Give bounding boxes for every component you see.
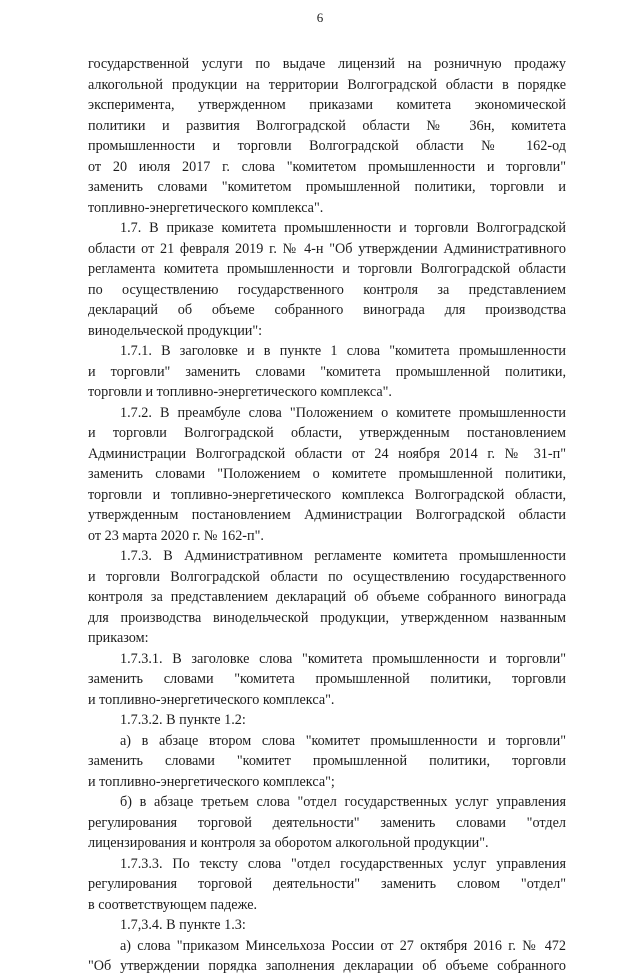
text-line: политики и развития Волгоградской области № 36н, комитета [88, 117, 566, 134]
text-line: заменить словами "комитет промышленной политики, торговли [88, 753, 566, 769]
text-line: регламента комитета промышленности и торговли Волгоградской области [88, 261, 566, 277]
text-line: торговли и топливно-энергетического комплекса". [88, 384, 392, 400]
text-line: 1.7.3. В Административном регламенте комитета промышленности [120, 548, 566, 564]
text-line: винодельческой продукции": [88, 322, 263, 339]
text-line: Администрации Волгоградской области от 24 ноября 2014 г. № 31-п" [88, 445, 566, 462]
text-line: заменить словами "комитетом промышленной политики, торговли и [88, 179, 566, 195]
text-line: 1.7,3.4. В пункте 1.3: [120, 917, 246, 933]
text-line: приказом: [88, 630, 149, 646]
text-line: и торговли Волгоградской области, утвержденным постановлением [88, 425, 566, 441]
text-line: промышленности и торговли Волгоградской области № 162-од [88, 138, 566, 154]
text-line: б) в абзаце третьем слова "отдел государственных услуг управления [120, 794, 566, 810]
text-line: регулирования торговой деятельности" заменить словом "отдел" [88, 876, 566, 892]
text-line: заменить словами "комитета промышленной политики, торговли [88, 671, 566, 687]
text-line: и торговли" заменить словами "комитета промышленной политики, [88, 363, 566, 380]
document-body [88, 54, 566, 977]
text-line: для производства винодельческой продукции, утвержденном названным [88, 609, 566, 626]
text-line: государственной услуги по выдаче лицензий на розничную продажу [88, 56, 566, 72]
text-line: 1.7.3.3. По тексту слова "отдел государственных услуг управления [120, 855, 566, 872]
text-line: "Об утверждении порядка заполнения декларации об объеме собранного [88, 958, 566, 974]
page-number: 6 [316, 10, 324, 25]
text-line: утвержденным постановлением Администрации Волгоградской области [88, 507, 566, 523]
text-line: от 23 марта 2020 г. № 162-п". [88, 527, 264, 544]
text-line: алкогольной продукции на территории Волгоградской области в порядке [88, 76, 566, 93]
text-line: топливно-энергетического комплекса". [88, 199, 324, 216]
text-line: и топливно-энергетического комплекса"; [88, 773, 335, 790]
text-line: в соответствующем падеже. [88, 896, 258, 913]
text-line: по осуществлению государственного контроля за представлением [88, 281, 566, 298]
text-line: заменить словами "Положением о комитете промышленной политики, [88, 466, 566, 482]
text-line: 1.7.3.1. В заголовке слова "комитета промышленности и торговли" [120, 650, 566, 667]
text-line: эксперимента, утвержденном приказами комитета экономической [88, 97, 566, 113]
text-line: от 20 июля 2017 г. слова "комитетом промышленности и торговли" [88, 158, 566, 175]
text-line: 1.7. В приказе комитета промышленности и торговли Волгоградской [120, 220, 566, 236]
text-line: 1.7.1. В заголовке и в пункте 1 слова "комитета промышленности [120, 343, 566, 359]
text-line: а) в абзаце втором слова "комитет промышленности и торговли" [120, 732, 566, 749]
text-line: контроля за представлением деклараций об объеме собранного винограда [88, 589, 566, 605]
text-line: и топливно-энергетического комплекса". [88, 691, 335, 708]
text-line: и торговли Волгоградской области по осуществлению государственного [88, 568, 566, 585]
text-line: лицензирования и контроля за оборотом алкогольной продукции". [88, 835, 489, 851]
text-line: а) слова "приказом Минсельхоза России от 27 октября 2016 г. № 472 [120, 937, 566, 954]
text-line: 1.7.3.2. В пункте 1.2: [120, 712, 246, 728]
text-line: области от 21 февраля 2019 г. № 4-н "Об утверждении Административного [88, 240, 566, 257]
text-line: торговли и топливно-энергетического комплекса Волгоградской области, [88, 486, 566, 503]
text-line: 1.7.2. В преамбуле слова "Положением о комитете промышленности [120, 404, 566, 421]
text-line: регулирования торговой деятельности" заменить словами "отдел [88, 814, 566, 831]
text-line: деклараций об объеме собранного винограда для производства [88, 302, 566, 318]
